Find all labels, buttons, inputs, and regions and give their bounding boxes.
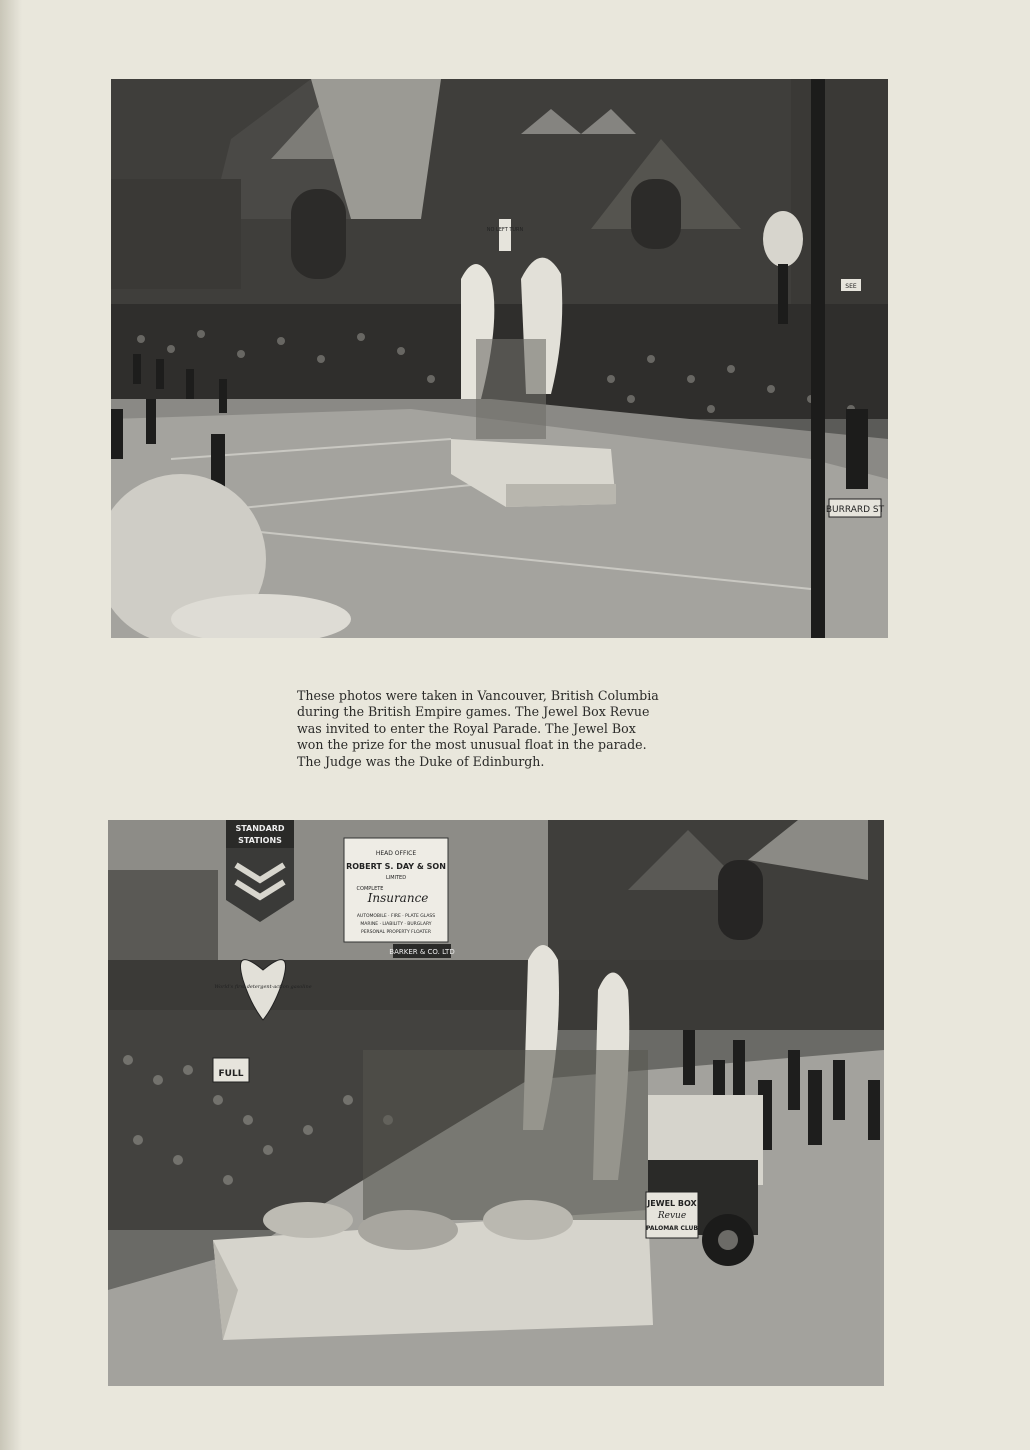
heart-sign-text: World's first detergent-action gasoline: [214, 984, 312, 990]
billboard-head: HEAD OFFICE: [375, 850, 417, 857]
caption-line: The Judge was the Duke of Edinburgh.: [297, 753, 545, 769]
caption-line: won the prize for the most unusual float in the parade.: [297, 737, 647, 753]
parade-photo-top: [111, 79, 888, 638]
billboard-line: AUTOMOBILE · FIRE · PLATE GLASS: [356, 914, 436, 919]
parade-photo-bottom: [108, 820, 884, 1386]
page-binding-shadow: [0, 0, 22, 1450]
burrard-st-text: BURRARD ST: [825, 505, 885, 515]
photo-caption: [297, 688, 737, 770]
billboard-limited: LIMITED: [385, 875, 407, 881]
billboard-line: MARINE · LIABILITY · BURGLARY: [360, 922, 432, 927]
barker-sign: BARKER & CO. LTD: [389, 948, 455, 956]
no-left-turn-sign: NO LEFT TURN: [486, 227, 524, 233]
billboard-insurance: Insurance: [367, 891, 429, 905]
truck-sign-line2: Revue: [657, 1211, 687, 1221]
truck-sign-line3: PALOMAR CLUB: [646, 1225, 698, 1232]
photo-bottom-drawing: [108, 820, 884, 1386]
standard-text: STANDARD: [235, 824, 285, 833]
see-sign: SEE: [845, 283, 857, 290]
billboard-line: PERSONAL PROPERTY FLOATER: [361, 930, 431, 935]
caption-line: during the British Empire games. The Jewel Box Revue: [297, 704, 650, 720]
stations-text: STATIONS: [238, 836, 282, 845]
billboard-complete: COMPLETE: [356, 886, 384, 892]
caption-line: These photos were taken in Vancouver, British Columbia: [297, 688, 659, 703]
caption-line: was invited to enter the Royal Parade. The Jewel Box: [297, 720, 636, 736]
truck-sign-line1: JEWEL BOX: [647, 1199, 697, 1208]
lamp-post: [811, 79, 825, 638]
photo-top-drawing: [111, 79, 888, 638]
full-text: FULL: [218, 1069, 244, 1079]
billboard-name: ROBERT S. DAY & SON: [346, 862, 446, 871]
